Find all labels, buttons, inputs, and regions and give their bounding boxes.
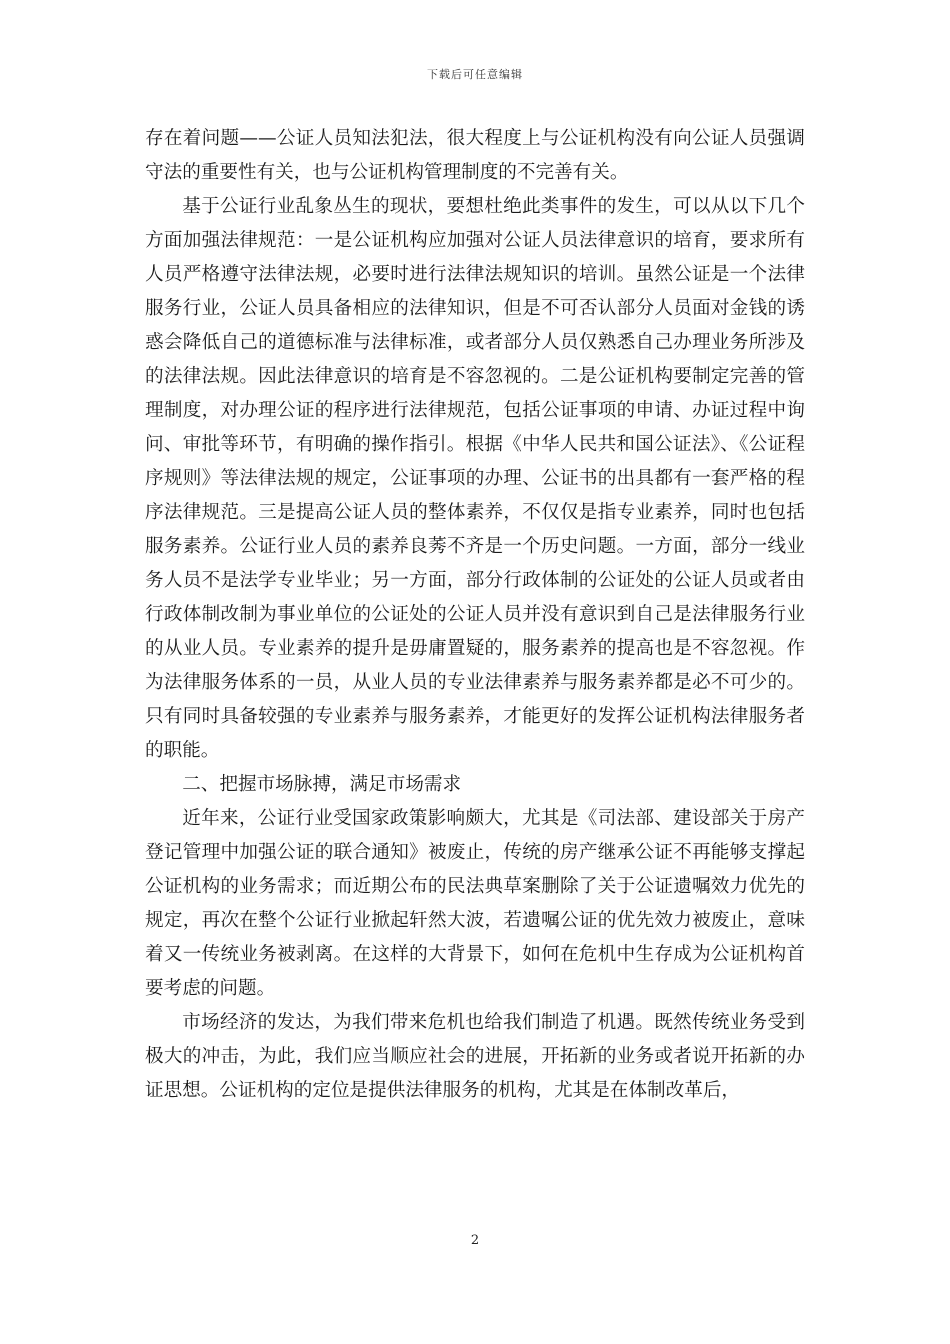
page-number: 2 xyxy=(470,1233,480,1248)
page-header: 下载后可任意编辑 xyxy=(427,68,523,81)
paragraph-market-opportunity: 市场经济的发达，为我们带来危机也给我们制造了机遇。既然传统业务受到极大的冲击，为此，我们应当顺应社会的进展，开拓新的业务或者说开拓新的办证思想。公证机构的定位是提供法律服务的机构，尤其是在体制改革后， xyxy=(145,1012,805,1101)
document-body xyxy=(145,122,805,1108)
paragraph-continuation: 存在着问题——公证人员知法犯法，很大程度上与公证机构没有向公证人员强调守法的重要性有关，也与公证机构管理制度的不完善有关。 xyxy=(145,128,805,183)
paragraph-legal-norms: 基于公证行业乱象丛生的现状，要想杜绝此类事件的发生，可以从以下几个方面加强法律规范：一是公证机构应加强对公证人员法律意识的培育，要求所有人员严格遵守法律法规，必要时进行法律法规知识的培训。虽然公证是一个法律服务行业，公证人员具备相应的法律知识，但是不可否认部分人员面对金钱的诱惑会降低自己的道德标准与法律标准，或者部分人员仅熟悉自己办理业务所涉及的法律法规。因此法律意识的培育是不容忽视的。二是公证机构要制定完善的管理制度，对办理公证的程序进行法律规范，包括公证事项的申请、办证过程中询问、审批等环节，有明确的操作指引。根据《中华人民共和国公证法》、《公证程序规则》等法律法规的规定，公证事项的办理、公证书的出具都有一套严格的程序法律规范。三是提高公证人员的整体素养，不仅仅是指专业素养，同时也包括服务素养。公证行业人员的素养良莠不齐是一个历史问题。一方面，部分一线业务人员不是法学专业毕业；另一方面，部分行政体制的公证处的公证人员或者由行政体制改制为事业单位的公证处的公证人员并没有意识到自己是法律服务行业的从业人员。专业素养的提升是毋庸置疑的，服务素养的提高也是不容忽视。作为法律服务体系的一员，从业人员的专业法律素养与服务素养都是必不可少的。只有同时具备较强的专业素养与服务素养，才能更好的发挥公证机构法律服务者的职能。 xyxy=(145,196,805,761)
paragraph-policy-impact: 近年来，公证行业受国家政策影响颇大，尤其是《司法部、建设部关于房产登记管理中加强公证的联合通知》被废止，传统的房产继承公证不再能够支撑起公证机构的业务需求；而近期公布的民法典草案删除了关于公证遗嘱效力优先的规定，再次在整个公证行业掀起轩然大波，若遗嘱公证的优先效力被废止，意味着又一传统业务被剥离。在这样的大背景下，如何在危机中生存成为公证机构首要考虑的问题。 xyxy=(145,808,805,999)
section-heading: 二、把握市场脉搏，满足市场需求 xyxy=(182,774,462,795)
